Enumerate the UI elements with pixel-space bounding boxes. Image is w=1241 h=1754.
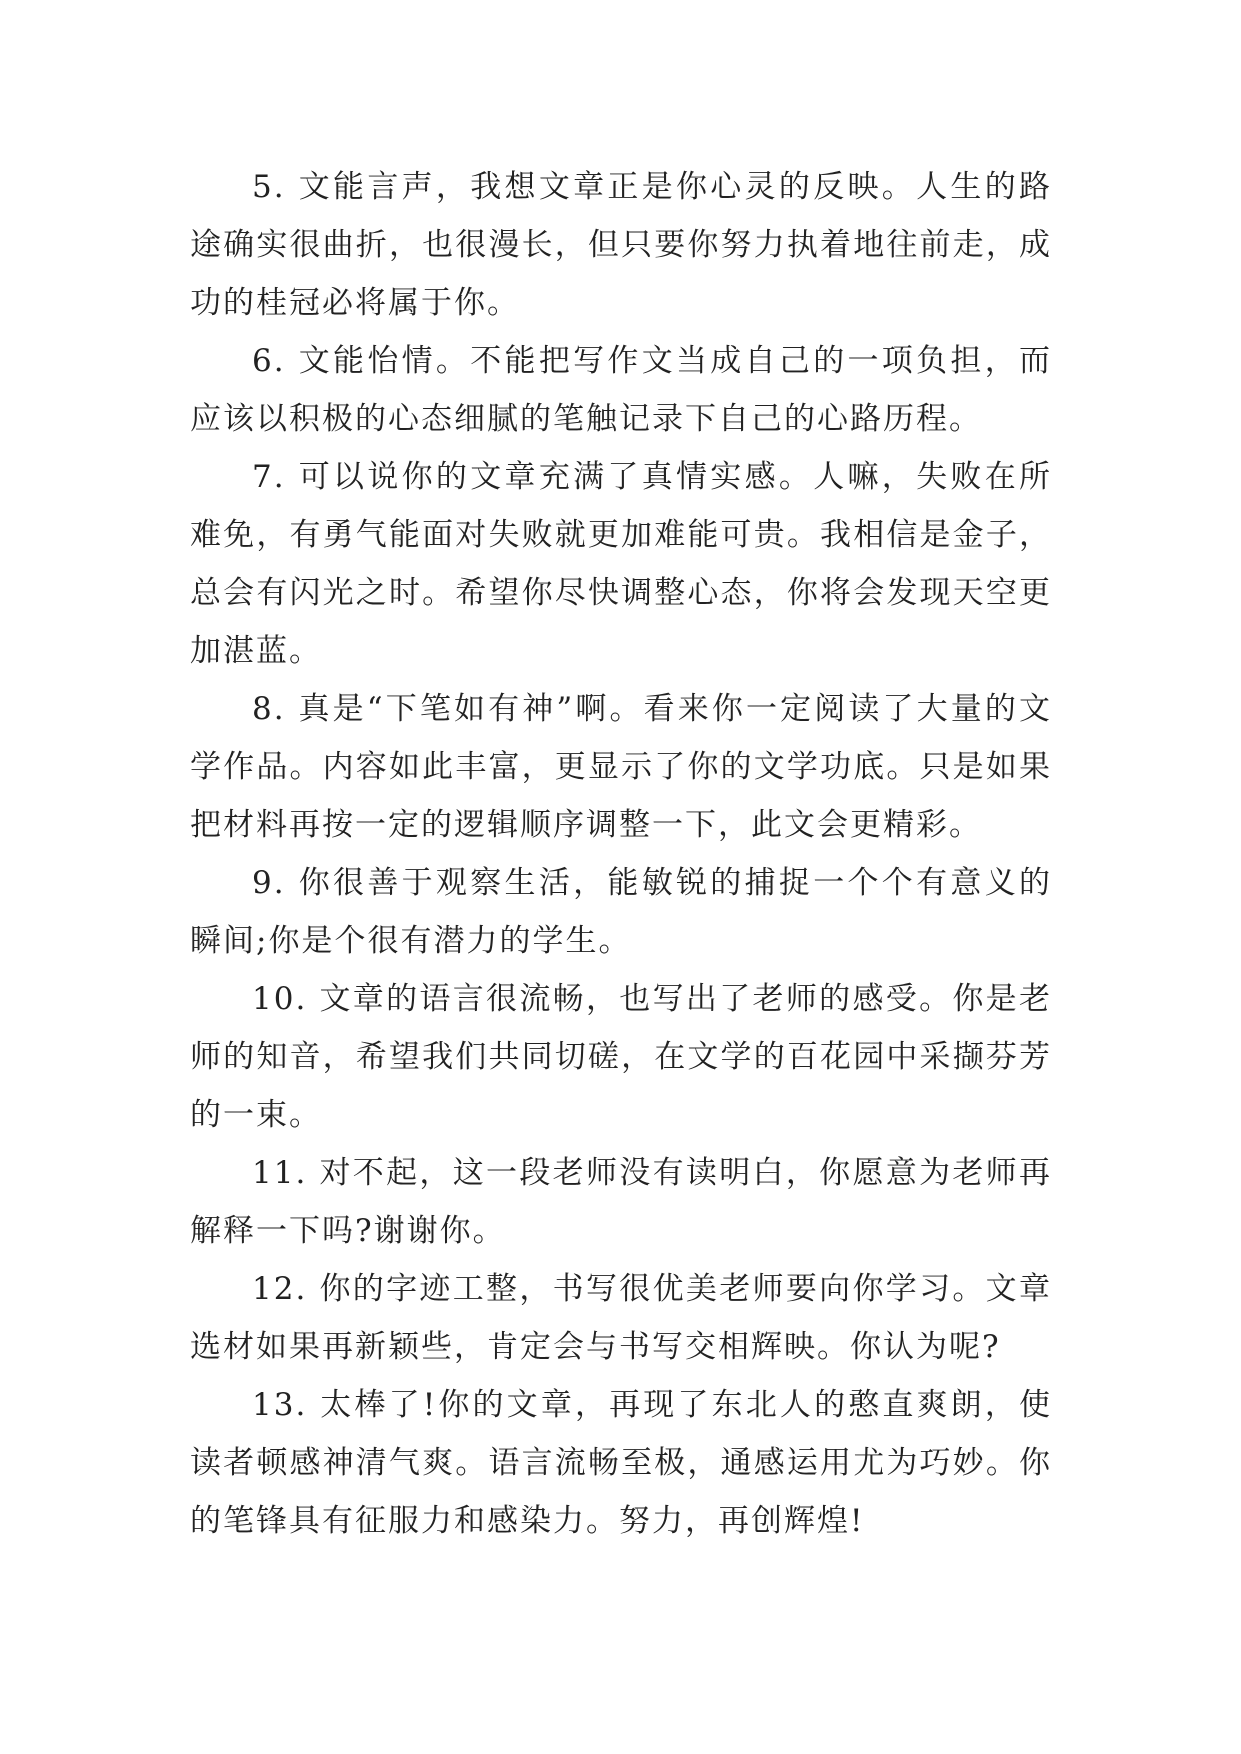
paragraph-13: 13. 太棒了!你的文章，再现了东北人的憨直爽朗，使读者顿感神清气爽。语言流畅至极，通感运用尤为巧妙。你的笔锋具有征服力和感染力。努力，再创辉煌! xyxy=(190,1387,1052,1539)
paragraph-10: 10. 文章的语言很流畅，也写出了老师的感受。你是老师的知音，希望我们共同切磋，在文学的百花园中采撷芬芳的一束。 xyxy=(190,981,1052,1133)
paragraph-9: 9. 你很善于观察生活，能敏锐的捕捉一个个有意义的瞬间;你是个很有潜力的学生。 xyxy=(190,865,1052,959)
paragraph-5: 5. 文能言声，我想文章正是你心灵的反映。人生的路途确实很曲折，也很漫长，但只要你努力执着地往前走，成功的桂冠必将属于你。 xyxy=(190,169,1052,321)
paragraph-12: 12. 你的字迹工整，书写很优美老师要向你学习。文章选材如果再新颖些，肯定会与书写交相辉映。你认为呢? xyxy=(190,1271,1052,1365)
paragraph-8: 8. 真是“下笔如有神”啊。看来你一定阅读了大量的文学作品。内容如此丰富，更显示了你的文学功底。只是如果把材料再按一定的逻辑顺序调整一下，此文会更精彩。 xyxy=(190,691,1052,843)
document-body xyxy=(190,158,1052,1550)
paragraph-6: 6. 文能怡情。不能把写作文当成自己的一项负担，而应该以积极的心态细腻的笔触记录下自己的心路历程。 xyxy=(190,343,1052,437)
paragraph-7: 7. 可以说你的文章充满了真情实感。人嘛，失败在所难免，有勇气能面对失败就更加难能可贵。我相信是金子，总会有闪光之时。希望你尽快调整心态，你将会发现天空更加湛蓝。 xyxy=(190,459,1052,669)
paragraph-11: 11. 对不起，这一段老师没有读明白，你愿意为老师再解释一下吗?谢谢你。 xyxy=(190,1155,1052,1249)
